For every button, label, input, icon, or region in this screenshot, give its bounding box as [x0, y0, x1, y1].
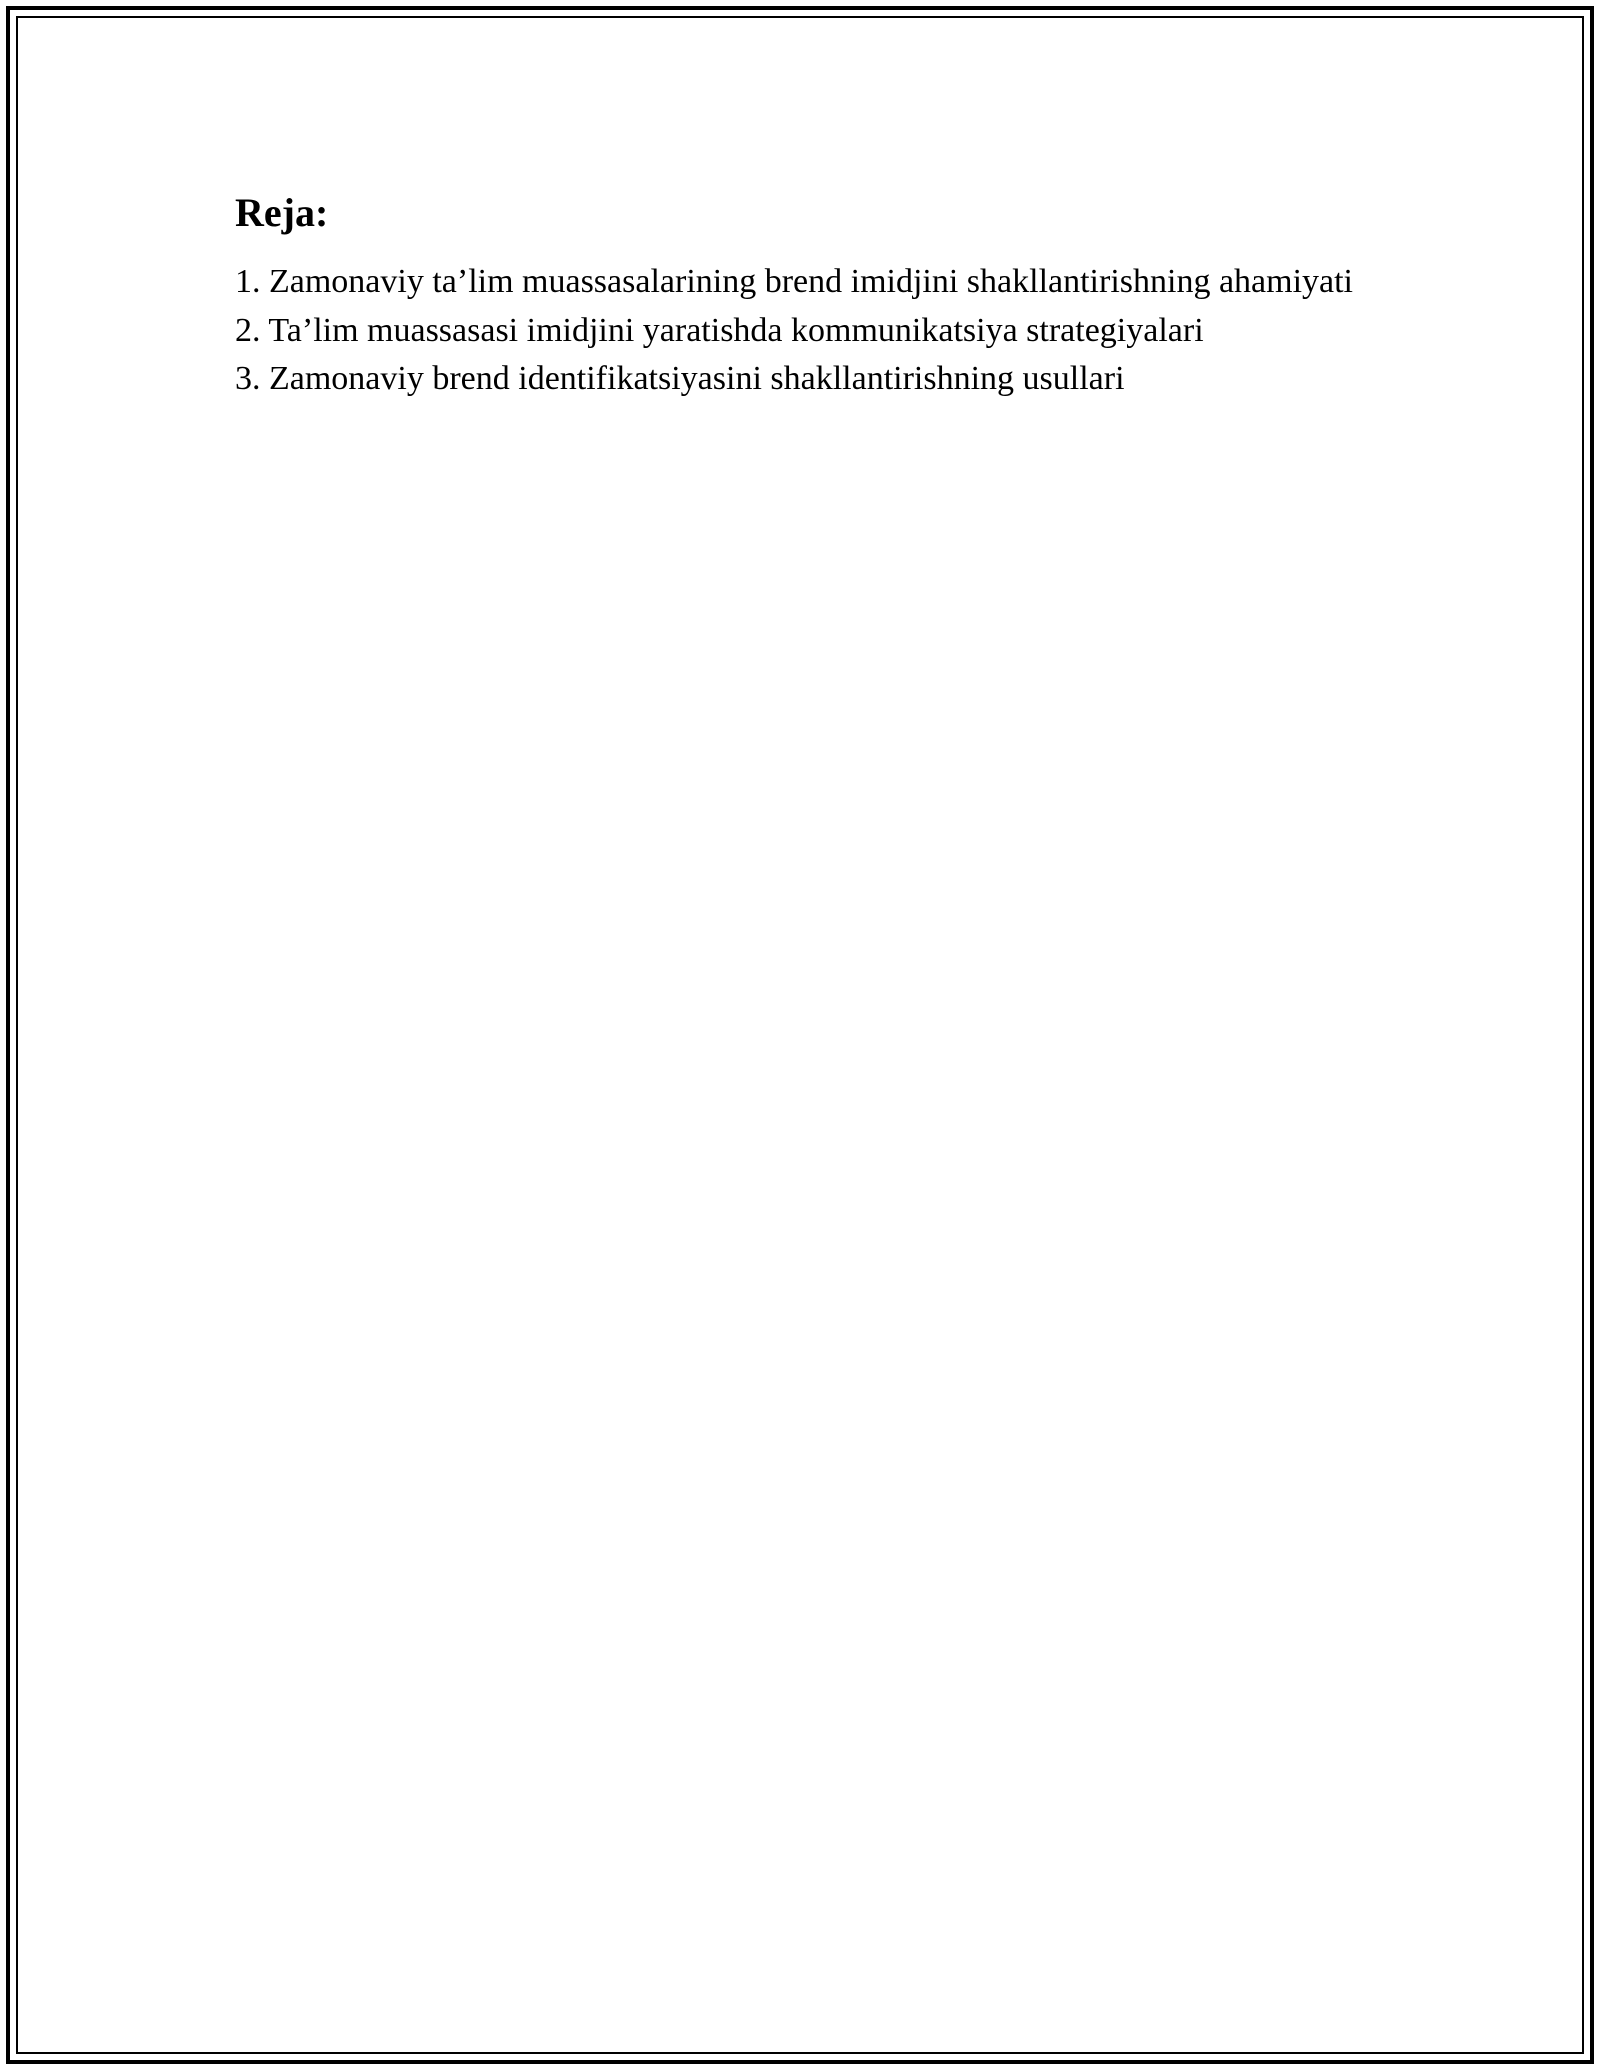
plan-list	[235, 258, 1365, 404]
document-body	[235, 186, 1365, 404]
plan-item-2: 2. Ta’lim muassasasi imidjini yaratishda kommunikatsiya strategiyalari	[235, 311, 1204, 349]
plan-heading: Reja:	[235, 190, 329, 235]
plan-item-1: 1. Zamonaviy ta’lim muassasalarining brend imidjini shakllantirishning ahamiyati	[235, 263, 1353, 300]
plan-item-3: 3. Zamonaviy brend identifikatsiyasini shakllantirishning usullari	[235, 360, 1125, 397]
